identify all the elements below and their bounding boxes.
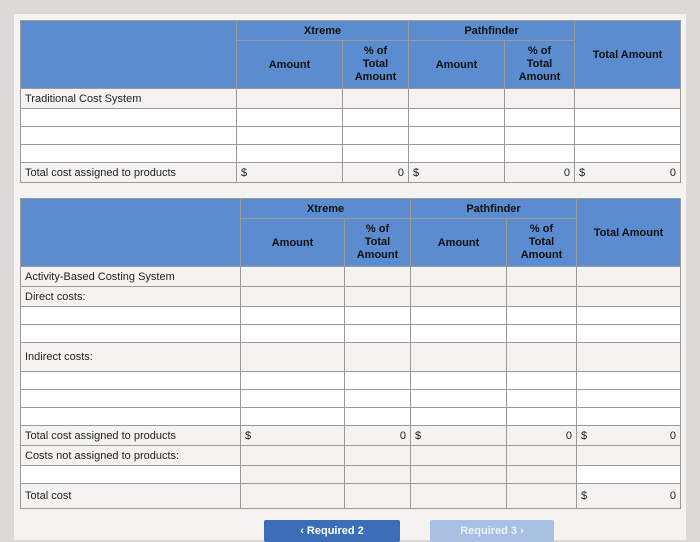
traditional-cost-table	[20, 20, 681, 183]
abc-header-pathfinder-amount: Amount	[411, 219, 507, 267]
traditional-xtreme-currency: $	[237, 163, 343, 183]
abc-indirect-row-1-label-input[interactable]	[21, 372, 241, 390]
abc-indirect-row-3-pathfinder-amount-input[interactable]	[411, 408, 507, 426]
traditional-total-amount: $ 0	[575, 163, 681, 183]
abc-grand-total-label: Total cost	[21, 484, 241, 509]
abc-direct-row-2-xtreme-amount-input[interactable]	[241, 325, 345, 343]
header-xtreme-pct: % of Total Amount	[343, 41, 409, 89]
traditional-row-1-total-input[interactable]	[575, 109, 681, 127]
abc-total-amount: $ 0	[577, 426, 681, 446]
required-3-button[interactable]: Required 3 ›	[430, 520, 554, 542]
abc-indirect-row-1-total-input[interactable]	[577, 372, 681, 390]
worksheet	[14, 14, 686, 540]
abc-direct-row-2-label-input[interactable]	[21, 325, 241, 343]
abc-direct-row-1-pathfinder-pct-input[interactable]	[507, 307, 577, 325]
abc-xtreme-pct-value: 0	[345, 426, 411, 446]
traditional-row-3-xtreme-pct-input[interactable]	[343, 145, 409, 163]
abc-indirect-row-3-pathfinder-pct-input[interactable]	[507, 408, 577, 426]
abc-indirect-row-3-xtreme-pct-input[interactable]	[345, 408, 411, 426]
header-total-amount: Total Amount	[575, 21, 681, 89]
traditional-xtreme-pct-value: 0	[343, 163, 409, 183]
abc-direct-row-1-label-input[interactable]	[21, 307, 241, 325]
traditional-row-2-total-input[interactable]	[575, 127, 681, 145]
abc-header-xtreme-amount: Amount	[241, 219, 345, 267]
traditional-row-1-xtreme-pct-input[interactable]	[343, 109, 409, 127]
abc-header-xtreme: Xtreme	[241, 199, 411, 219]
abc-grand-total-amount: $ 0	[577, 484, 681, 509]
header-xtreme-amount: Amount	[237, 41, 343, 89]
header-xtreme: Xtreme	[237, 21, 409, 41]
traditional-row-2-pathfinder-amount-input[interactable]	[409, 127, 505, 145]
abc-header-pathfinder-pct: % of Total Amount	[507, 219, 577, 267]
abc-direct-row-1-xtreme-pct-input[interactable]	[345, 307, 411, 325]
abc-cost-table	[20, 198, 681, 509]
traditional-pathfinder-pct-value: 0	[505, 163, 575, 183]
header-pathfinder-amount: Amount	[409, 41, 505, 89]
abc-indirect-row-2-xtreme-amount-input[interactable]	[241, 390, 345, 408]
abc-indirect-row-3-total-input[interactable]	[577, 408, 681, 426]
abc-indirect-row-2-pathfinder-pct-input[interactable]	[507, 390, 577, 408]
traditional-row-3-pathfinder-amount-input[interactable]	[409, 145, 505, 163]
abc-indirect-row-2-total-input[interactable]	[577, 390, 681, 408]
abc-direct-costs-label: Direct costs:	[21, 287, 241, 307]
abc-section-label: Activity-Based Costing System	[21, 267, 241, 287]
traditional-row-1-pathfinder-pct-input[interactable]	[505, 109, 575, 127]
traditional-row-3-label-input[interactable]	[21, 145, 237, 163]
abc-indirect-row-2-pathfinder-amount-input[interactable]	[411, 390, 507, 408]
abc-direct-row-2-pathfinder-amount-input[interactable]	[411, 325, 507, 343]
abc-indirect-row-1-xtreme-pct-input[interactable]	[345, 372, 411, 390]
abc-not-assigned-total-input[interactable]	[577, 466, 681, 484]
abc-not-assigned-label-input[interactable]	[21, 466, 241, 484]
abc-pathfinder-pct-value: 0	[507, 426, 577, 446]
abc-indirect-row-1-xtreme-amount-input[interactable]	[241, 372, 345, 390]
abc-not-assigned-label: Costs not assigned to products:	[21, 446, 241, 466]
abc-direct-row-2-total-input[interactable]	[577, 325, 681, 343]
traditional-pathfinder-currency: $	[409, 163, 505, 183]
abc-direct-row-2-pathfinder-pct-input[interactable]	[507, 325, 577, 343]
abc-direct-row-1-xtreme-amount-input[interactable]	[241, 307, 345, 325]
traditional-row-2-label-input[interactable]	[21, 127, 237, 145]
traditional-row-2-xtreme-pct-input[interactable]	[343, 127, 409, 145]
abc-indirect-row-1-pathfinder-amount-input[interactable]	[411, 372, 507, 390]
traditional-row-3-pathfinder-pct-input[interactable]	[505, 145, 575, 163]
traditional-total-label: Total cost assigned to products	[21, 163, 237, 183]
traditional-row-2-xtreme-amount-input[interactable]	[237, 127, 343, 145]
abc-pathfinder-currency: $	[411, 426, 507, 446]
abc-header-pathfinder: Pathfinder	[411, 199, 577, 219]
abc-direct-row-2-xtreme-pct-input[interactable]	[345, 325, 411, 343]
traditional-row-1-label-input[interactable]	[21, 109, 237, 127]
traditional-row-3-total-input[interactable]	[575, 145, 681, 163]
traditional-row-3-xtreme-amount-input[interactable]	[237, 145, 343, 163]
traditional-row-1-pathfinder-amount-input[interactable]	[409, 109, 505, 127]
header-pathfinder: Pathfinder	[409, 21, 575, 41]
abc-indirect-row-3-xtreme-amount-input[interactable]	[241, 408, 345, 426]
required-2-button[interactable]: ‹ Required 2	[264, 520, 400, 542]
abc-header-blank	[21, 199, 241, 267]
header-pathfinder-pct: % of Total Amount	[505, 41, 575, 89]
abc-header-total-amount: Total Amount	[577, 199, 681, 267]
abc-indirect-row-2-xtreme-pct-input[interactable]	[345, 390, 411, 408]
abc-total-label: Total cost assigned to products	[21, 426, 241, 446]
abc-indirect-costs-label: Indirect costs:	[21, 343, 241, 372]
abc-xtreme-currency: $	[241, 426, 345, 446]
abc-header-xtreme-pct: % of Total Amount	[345, 219, 411, 267]
abc-direct-row-1-total-input[interactable]	[577, 307, 681, 325]
header-blank	[21, 21, 237, 89]
traditional-section-label: Traditional Cost System	[21, 89, 237, 109]
abc-indirect-row-1-pathfinder-pct-input[interactable]	[507, 372, 577, 390]
traditional-row-1-xtreme-amount-input[interactable]	[237, 109, 343, 127]
abc-indirect-row-3-label-input[interactable]	[21, 408, 241, 426]
abc-direct-row-1-pathfinder-amount-input[interactable]	[411, 307, 507, 325]
traditional-row-2-pathfinder-pct-input[interactable]	[505, 127, 575, 145]
abc-indirect-row-2-label-input[interactable]	[21, 390, 241, 408]
